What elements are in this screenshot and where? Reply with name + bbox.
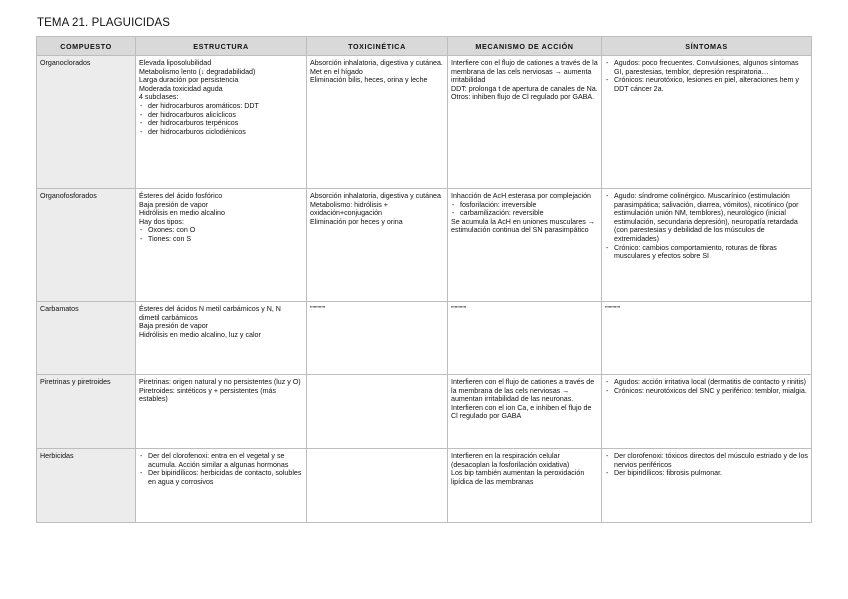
cell-line: Absorción inhalatoria, digestiva y cutánea bbox=[310, 192, 441, 200]
cell-line: Metabolismo: hidrólisis + oxidación+conjugación bbox=[310, 200, 388, 218]
cell-line: Inhacción de AcH esterasa por complejación bbox=[451, 192, 591, 200]
header-compuesto: COMPUESTO bbox=[37, 37, 136, 56]
bullet-item: - Oxones: con O bbox=[139, 226, 303, 235]
cell-line: Absorción inhalatoria, digestiva y cutánea. bbox=[310, 59, 443, 67]
bullet-item: - Crónico: cambios comportamiento, roturas de fibras musculares y efectos sobre SI bbox=[605, 244, 808, 261]
bullet-item: - Der clorofenoxi: tóxicos directos del músculo estriado y de los nervios periféricos bbox=[605, 452, 808, 469]
cell-line: Met en el hígado bbox=[310, 67, 363, 76]
cell-line: Hidrólisis en medio alcalino, luz y calor bbox=[139, 330, 261, 339]
cell-line: Larga duración por persistencia bbox=[139, 76, 239, 85]
cell-line: Se acumula la AcH en uniones musculares → estimulación continua del SN parasimpático bbox=[451, 217, 595, 235]
cell-sintomas bbox=[602, 189, 812, 302]
cell-toxicinetica bbox=[307, 56, 448, 189]
table-row bbox=[37, 302, 812, 375]
bullet-list bbox=[605, 452, 808, 478]
bullet-list bbox=[605, 59, 808, 93]
bullet-item: - fosforilación: irreversible bbox=[451, 201, 598, 210]
cell-compuesto bbox=[37, 449, 136, 523]
bullet-list bbox=[605, 378, 808, 395]
cell-compuesto bbox=[37, 56, 136, 189]
cell-text: Organofosforados bbox=[40, 192, 97, 200]
page-title: TEMA 21. PLAGUICIDAS bbox=[37, 17, 171, 29]
header-sintomas: SÍNTOMAS bbox=[602, 37, 812, 56]
cell-sintomas bbox=[602, 375, 812, 449]
cell-mecanismo bbox=[448, 302, 602, 375]
cell-text: Herbicidas bbox=[40, 452, 74, 460]
cell-text: Organoclorados bbox=[40, 59, 91, 67]
bullet-list bbox=[139, 452, 303, 486]
cell-line: Interfieren con el ion Ca, e inhiben el flujo de Cl regulado por GABA bbox=[451, 403, 592, 421]
cell-mecanismo bbox=[448, 189, 602, 302]
cell-sintomas bbox=[602, 56, 812, 189]
table-row bbox=[37, 56, 812, 189]
header-row bbox=[37, 37, 812, 56]
header-toxicinetica: TOXICINÉTICA bbox=[307, 37, 448, 56]
bullet-item: - Agudos: poco frecuentes. Convulsiones, algunos síntomas GI, parestesias, temblor, depresión respiratoria… bbox=[605, 59, 808, 76]
table-row bbox=[37, 375, 812, 449]
cell-compuesto bbox=[37, 302, 136, 375]
bullet-item: - Agudos: acción irritativa local (dermatitis de contacto y rinitis) bbox=[605, 378, 808, 387]
bullet-list bbox=[451, 201, 598, 218]
cell-line: DDT: prolonga t de apertura de canales de Na. bbox=[451, 84, 598, 93]
cell-line: """""" bbox=[310, 305, 326, 313]
cell-estructura bbox=[136, 302, 307, 375]
cell-line: Otros: inhiben flujo de Cl regulado por GABA. bbox=[451, 93, 595, 102]
bullet-item: - Tiones: con S bbox=[139, 235, 303, 244]
cell-line: Hidrólisis en medio alcalino bbox=[139, 209, 225, 218]
bullet-list bbox=[605, 192, 808, 261]
bullet-item: - Der del clorofenoxi: entra en el vegetal y se acumula. Acción similar a algunas hormonas bbox=[139, 452, 303, 469]
cell-estructura bbox=[136, 449, 307, 523]
cell-line: Interfieren en la respiración celular (desacoplan la fosforilación oxidativa) bbox=[451, 452, 570, 469]
cell-line: Interfiere con el flujo de cationes a través de la membrana de las cels nerviosas → aumenta irritabilidad bbox=[451, 59, 598, 85]
cell-line: """""" bbox=[605, 305, 621, 313]
cell-mecanismo bbox=[448, 449, 602, 523]
cell-sintomas bbox=[602, 449, 812, 523]
bullet-list bbox=[139, 102, 303, 136]
bullet-item: - Der bipiridílicos: fibrosis pulmonar. bbox=[605, 469, 808, 478]
cell-toxicinetica bbox=[307, 302, 448, 375]
bullet-item: - Agudo: síndrome colinérgico. Muscarínico (estimulación parasimpática; salivación, diarrea, vómitos), nicotínico (por estimulación unión NM, temblores), neurológico (inicial estimulación, secundaria depresión), neuropatía retardada (con parestesias y debilidad de los músculos de extremidades) bbox=[605, 192, 808, 244]
header-mecanismo: MECANISMO DE ACCIÓN bbox=[448, 37, 602, 56]
cell-line: """""" bbox=[451, 305, 467, 313]
cell-line: Eliminación bilis, heces, orina y leche bbox=[310, 76, 428, 85]
cell-line: Eliminación por heces y orina bbox=[310, 217, 403, 226]
table-row bbox=[37, 449, 812, 523]
cell-mecanismo bbox=[448, 56, 602, 189]
cell-line: Ésteres del ácidos N metil carbámicos y N, N dimetil carbámicos bbox=[139, 305, 281, 322]
table-row bbox=[37, 189, 812, 302]
cell-line: Baja presión de vapor bbox=[139, 322, 209, 331]
cell-toxicinetica bbox=[307, 375, 448, 449]
header-estructura: ESTRUCTURA bbox=[136, 37, 307, 56]
bullet-item: - Crónicos: neurotóxico, lesiones en piel, alteraciones hem y DDT cáncer 2a. bbox=[605, 76, 808, 93]
bullet-item: - der hidrocarburos alicíclicos bbox=[139, 111, 303, 120]
cell-line: Ésteres del ácido fosfórico bbox=[139, 192, 223, 200]
bullet-item: - Crónicos: neurotóxicos del SNC y periférico: temblor, mialgia. bbox=[605, 387, 808, 396]
cell-compuesto bbox=[37, 189, 136, 302]
cell-line: Elevada liposolubilidad bbox=[139, 59, 212, 67]
cell-toxicinetica bbox=[307, 449, 448, 523]
cell-line: Baja presión de vapor bbox=[139, 200, 209, 209]
cell-line: 4 subclases: bbox=[139, 93, 179, 102]
cell-line: Hay dos tipos: bbox=[139, 217, 184, 226]
cell-estructura bbox=[136, 189, 307, 302]
cell-text: Carbamatos bbox=[40, 305, 79, 313]
cell-line: Metabolismo lento (↓ degradabilidad) bbox=[139, 67, 256, 76]
cell-mecanismo bbox=[448, 375, 602, 449]
bullet-item: - der hidrocarburos terpénicos bbox=[139, 119, 303, 128]
cell-line: Piretrinas: origen natural y no persistentes (luz y O) bbox=[139, 378, 301, 386]
cell-sintomas bbox=[602, 302, 812, 375]
cell-text: Piretrinas y piretroides bbox=[40, 378, 111, 386]
cell-estructura bbox=[136, 56, 307, 189]
cell-line: Interfieren con el flujo de cationes a través de la membrana de las cels nerviosas → aumentan irritabilidad de las neuronas. bbox=[451, 378, 595, 404]
bullet-item: - Der bipiridílicos: herbicidas de contacto, solubles en agua y corrosivos bbox=[139, 469, 303, 486]
bullet-item: - der hidrocarburos aromáticos: DDT bbox=[139, 102, 303, 111]
cell-toxicinetica bbox=[307, 189, 448, 302]
bullet-item: - der hidrocarburos ciclodiénicos bbox=[139, 128, 303, 137]
cell-line: Los bip también aumentan la peroxidación lipídica de las membranas bbox=[451, 469, 585, 486]
cell-line: Moderada toxicidad aguda bbox=[139, 84, 223, 93]
cell-line: Piretroides: sintéticos y + persistentes (más estables) bbox=[139, 386, 277, 404]
bullet-item: - carbamilización: reversible bbox=[451, 209, 598, 218]
pesticides-table bbox=[36, 36, 812, 523]
cell-estructura bbox=[136, 375, 307, 449]
cell-compuesto bbox=[37, 375, 136, 449]
bullet-list bbox=[139, 226, 303, 243]
